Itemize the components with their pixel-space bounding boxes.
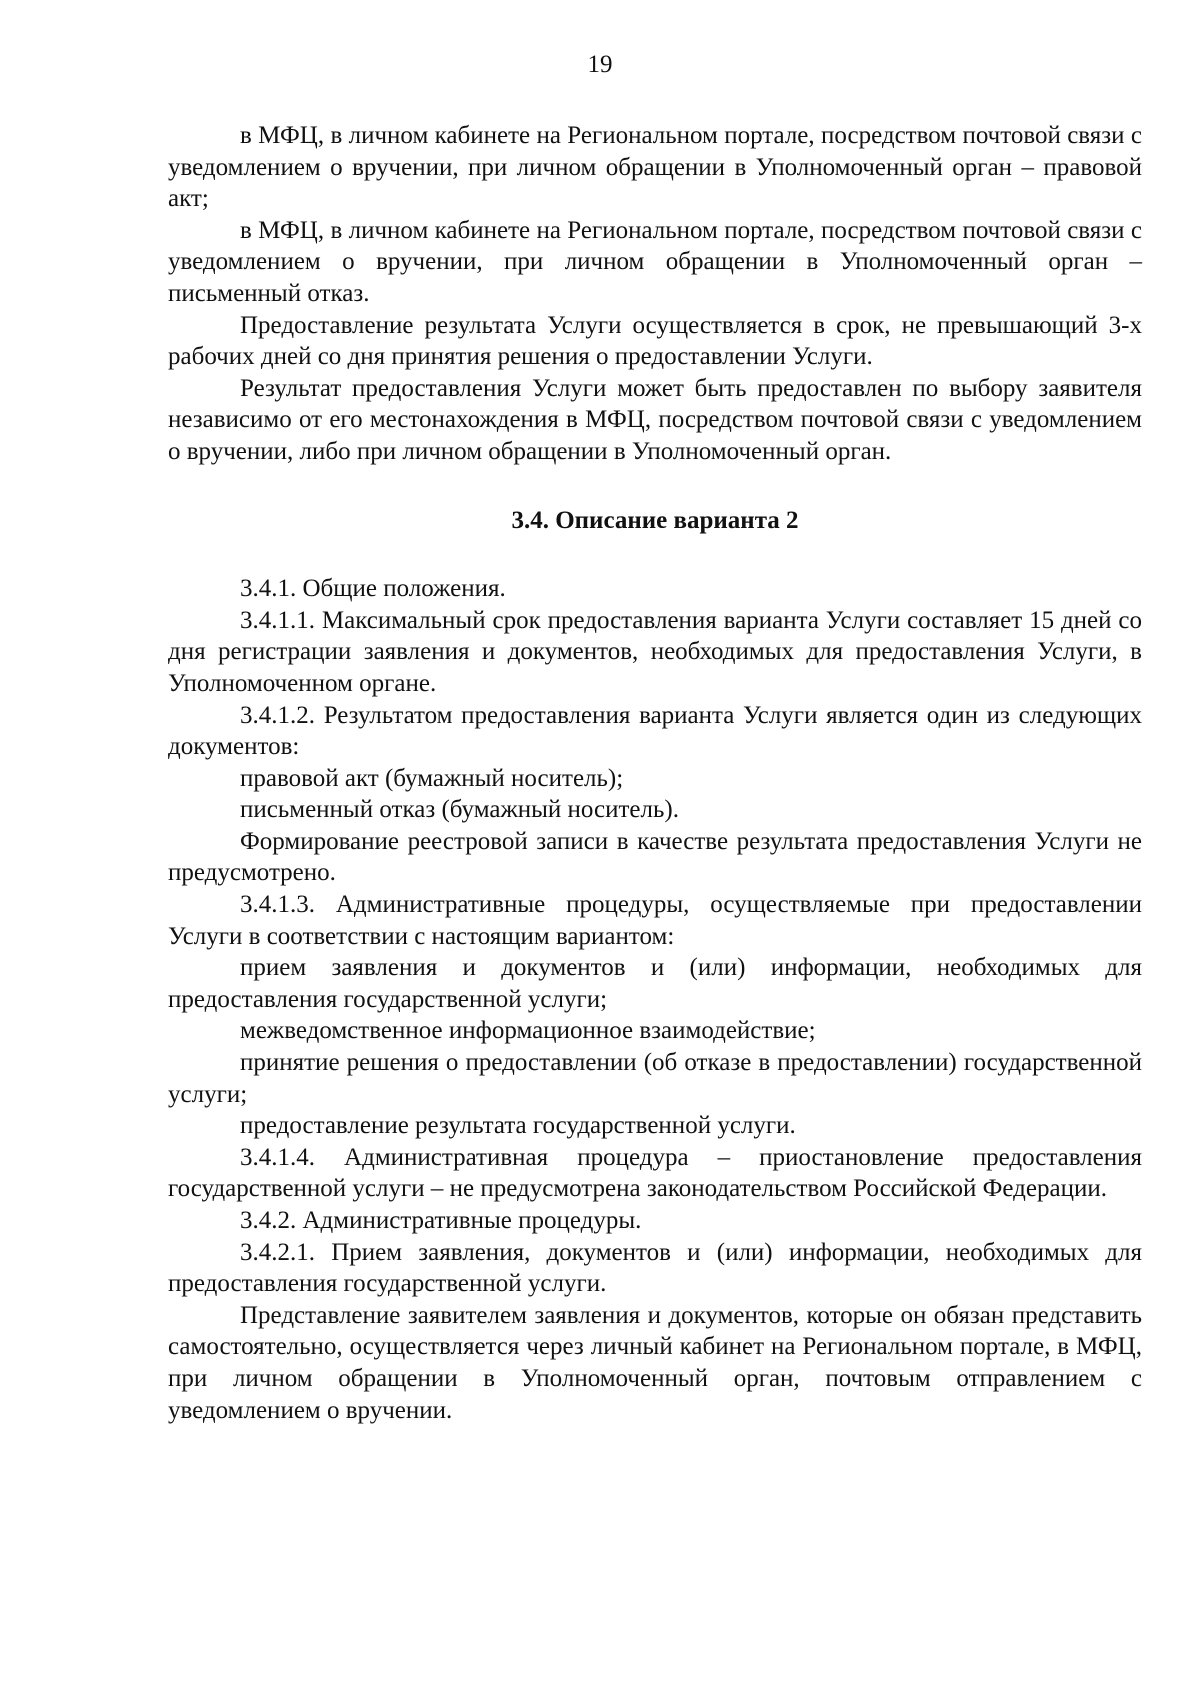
paragraph: в МФЦ, в личном кабинете на Региональном портале, посредством почтовой связи с уведомлением о вручении, при личном обращении в Уполномоченный орган – письменный отказ. xyxy=(168,216,1142,307)
paragraph: Представление заявителем заявления и документов, которые он обязан представить самостоятельно, осуществляется через личный кабинет на Региональном портале, в МФЦ, при личном обращении в Уполномоченный орган, почтовым отправлением с уведомлением о вручении. xyxy=(168,1301,1142,1424)
document-body xyxy=(168,120,1142,1426)
paragraph: Предоставление результата Услуги осуществляется в срок, не превышающий 3-х рабочих дней со дня принятия решения о предоставлении Услуги. xyxy=(168,311,1142,371)
paragraph: 3.4.1.4. Административная процедура – приостановление предоставления государственной услуги – не предусмотрена законодательством Российской Федерации. xyxy=(168,1143,1142,1203)
paragraph: правовой акт (бумажный носитель); xyxy=(240,764,624,792)
paragraph: письменный отказ (бумажный носитель). xyxy=(240,796,679,824)
paragraph: принятие решения о предоставлении (об отказе в предоставлении) государственной услуги; xyxy=(168,1049,1142,1108)
paragraph: в МФЦ, в личном кабинете на Региональном портале, посредством почтовой связи с уведомлением о вручении, при личном обращении в Уполномоченный орган – правовой акт; xyxy=(168,122,1142,213)
paragraph: 3.4.1.2. Результатом предоставления варианта Услуги является один из следующих документов: xyxy=(168,701,1142,761)
paragraph: предоставление результата государственной услуги. xyxy=(240,1112,796,1140)
section-heading: 3.4. Описание варианта 2 xyxy=(511,506,799,534)
paragraph: 3.4.1.1. Максимальный срок предоставления варианта Услуги составляет 15 дней со дня регистрации заявления и документов, необходимых для предоставления Услуги, в Уполномоченном органе. xyxy=(168,606,1142,697)
paragraph: Результат предоставления Услуги может быть предоставлен по выбору заявителя независимо от его местонахождения в МФЦ, посредством почтовой связи с уведомлением о вручении, либо при личном обращении в Уполномоченный орган. xyxy=(168,374,1142,465)
paragraph: прием заявления и документов и (или) информации, необходимых для предоставления государственной услуги; xyxy=(168,954,1142,1013)
page-number: 19 xyxy=(587,51,613,78)
paragraph: 3.4.1. Общие положения. xyxy=(240,575,506,603)
paragraph: 3.4.2.1. Прием заявления, документов и (или) информации, необходимых для предоставления государственной услуги. xyxy=(168,1238,1142,1298)
paragraph: Формирование реестровой записи в качестве результата предоставления Услуги не предусмотрено. xyxy=(168,827,1142,887)
paragraph: межведомственное информационное взаимодействие; xyxy=(240,1017,816,1045)
paragraph: 3.4.2. Административные процедуры. xyxy=(240,1207,642,1234)
paragraph: 3.4.1.3. Административные процедуры, осуществляемые при предоставлении Услуги в соответствии с настоящим вариантом: xyxy=(168,891,1142,950)
